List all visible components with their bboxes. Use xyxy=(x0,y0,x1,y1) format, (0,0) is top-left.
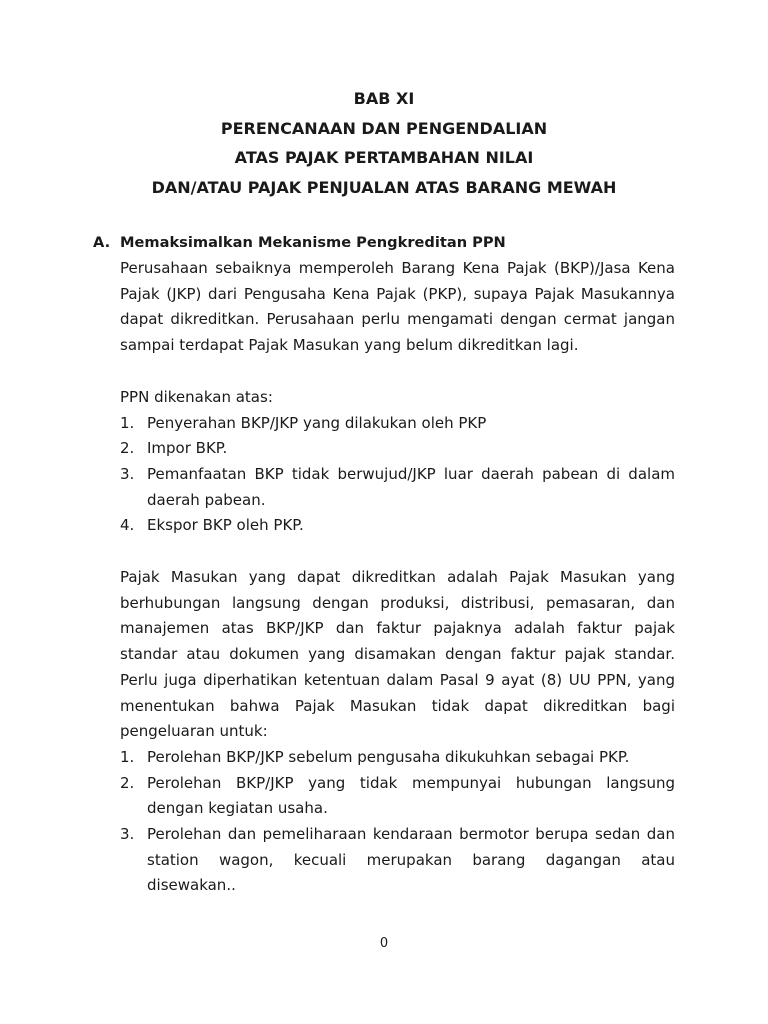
section-heading-text: Memaksimalkan Mekanisme Pengkreditan PPN xyxy=(120,234,506,251)
list-item-text: Pemanfaatan BKP tidak berwujud/JKP luar daerah pabean di dalam daerah pabean. xyxy=(147,464,675,509)
list-item xyxy=(120,513,675,539)
ppn-lead: PPN dikenakan atas: xyxy=(120,387,273,406)
list-item xyxy=(120,411,675,437)
section-a xyxy=(93,230,675,899)
list-number: 4. xyxy=(120,516,135,535)
chapter-title-line-2: ATAS PAJAK PERTAMBAHAN NILAI xyxy=(234,148,534,167)
chapter-title-line-3: DAN/ATAU PAJAK PENJUALAN ATAS BARANG MEWAH xyxy=(151,177,617,197)
list-item-text: Perolehan dan pemeliharaan kendaraan bermotor berupa sedan dan station wagon, kecuali merupakan barang dagangan atau disewakan.. xyxy=(147,825,675,895)
list-number: 3. xyxy=(120,464,135,483)
list-item-text: Impor BKP. xyxy=(147,439,228,458)
list-item xyxy=(120,745,675,771)
section-letter: A. xyxy=(93,234,111,251)
list-number: 2. xyxy=(120,773,135,792)
list-item-text: Ekspor BKP oleh PKP. xyxy=(147,516,304,535)
list-item xyxy=(120,822,675,899)
chapter-title-line-1: PERENCANAAN DAN PENGENDALIAN xyxy=(220,118,548,138)
list-item xyxy=(120,462,675,513)
paragraph-gap xyxy=(120,539,675,565)
list-item xyxy=(120,436,675,462)
list-item-text: Perolehan BKP/JKP yang tidak mempunyai hubungan langsung dengan kegiatan usaha. xyxy=(147,773,675,818)
ppn-list xyxy=(120,411,675,540)
section-heading xyxy=(93,230,675,256)
list-item-text: Perolehan BKP/JKP sebelum pengusaha dikukuhkan sebagai PKP. xyxy=(147,747,630,766)
page-number: 0 xyxy=(379,936,389,951)
excluded-list xyxy=(120,745,675,899)
list-item xyxy=(120,771,675,822)
chapter-title xyxy=(0,84,768,202)
list-number: 3. xyxy=(120,825,135,844)
intro-paragraph: Perusahaan sebaiknya memperoleh Barang Kena Pajak (BKP)/Jasa Kena Pajak (JKP) dari Pengusaha Kena Pajak (PKP), supaya Pajak Masukannya dapat dikreditkan. Perusahaan perlu mengamati dengan cermat jangan sampai terdapat Pajak Masukan yang belum dikreditkan lagi. xyxy=(120,259,675,355)
paragraph-gap xyxy=(120,359,675,385)
list-number: 2. xyxy=(120,439,135,458)
chapter-number: BAB XI xyxy=(353,89,415,108)
list-number: 1. xyxy=(120,747,135,766)
list-item-text: Penyerahan BKP/JKP yang dilakukan oleh PKP xyxy=(147,413,487,432)
section-body xyxy=(120,256,675,899)
input-tax-paragraph: Pajak Masukan yang dapat dikreditkan adalah Pajak Masukan yang berhubungan langsung dengan produksi, distribusi, pemasaran, dan manajemen atas BKP/JKP dan faktur pajaknya adalah faktur pajak standar atau dokumen yang disamakan dengan faktur pajak standar. Perlu juga diperhatikan ketentuan dalam Pasal 9 ayat (8) UU PPN, yang menentukan bahwa Pajak Masukan tidak dapat dikreditkan bagi pengeluaran untuk: xyxy=(120,568,675,741)
list-number: 1. xyxy=(120,413,135,432)
